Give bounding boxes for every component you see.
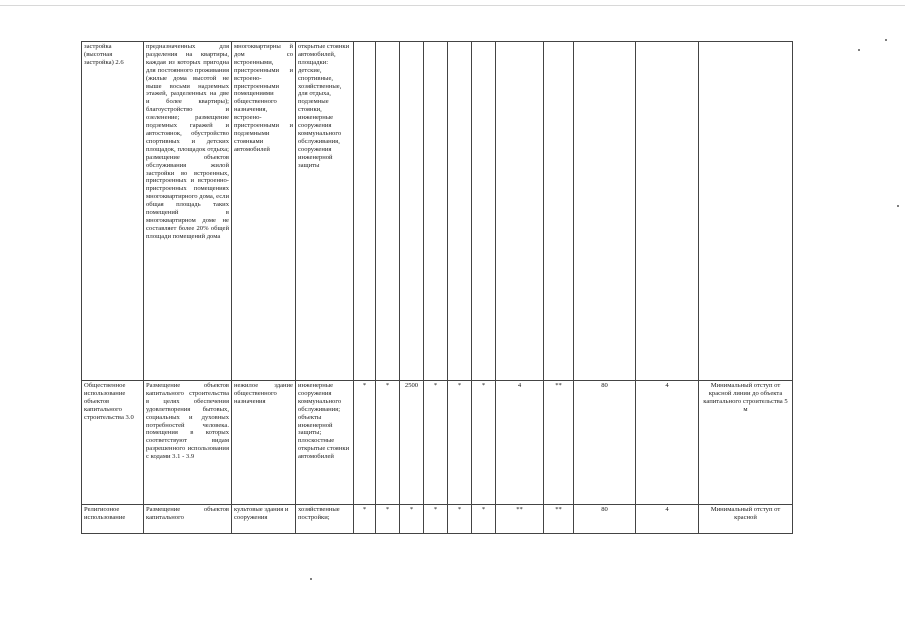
use-description-cell: Размещение объектов капитального строительства в целях обеспечения удовлетворения бытовых, социальных и духовных потребностей человека. помещения в которых соответствуют видам разрешенного использования с кодами 3.1 - 3.9 (144, 381, 232, 505)
use-description-cell: предназначенных для разделения на квартиры, каждая из которых пригодна для постоянного проживания (жилые дома высотой не выше восьми надземных этажей, разделенных на две и более квартиры); благоустройство и озеленение; размещение подземных гаражей и автостоянок, обустройство спортивных и детских площадок, площадок отдыха; размещение объектов обслуживания жилой застройки во встроенных, пристроенных и встроенно-пристроенных помещениях многоквартирного дома, если общая площадь таких помещений в многоквартирном доме не составляет более 20% общей площади помещений дома (144, 42, 232, 381)
param-cell: * (424, 505, 448, 534)
param-cell: 80 (574, 505, 636, 534)
param-cell: 80 (574, 381, 636, 505)
scan-speck (858, 49, 860, 51)
use-type-cell: Религиозное использование (82, 505, 144, 534)
param-cell: * (448, 505, 472, 534)
scan-speck (885, 39, 887, 41)
param-cell: * (472, 505, 496, 534)
param-cell (574, 42, 636, 381)
use-type-cell: Общественное использование объектов капитального строительства 3.0 (82, 381, 144, 505)
param-cell: * (472, 381, 496, 505)
note-cell: Минимальный отступ от красной (699, 505, 793, 534)
auxiliary-buildings-cell: хозяйственные постройки; (296, 505, 354, 534)
param-cell: * (448, 381, 472, 505)
param-cell (354, 42, 376, 381)
param-cell: * (376, 381, 400, 505)
main-buildings-cell: культовые здания и сооружения (232, 505, 296, 534)
param-cell (424, 42, 448, 381)
main-buildings-cell: многоквартирны й дом со встроенными, пристроенными и встроено-пристроенными помещениями общественного назначения, встроено-пристроенными и подземными стоянками автомобилей (232, 42, 296, 381)
param-cell (472, 42, 496, 381)
param-cell: * (354, 381, 376, 505)
note-cell (699, 42, 793, 381)
param-cell: * (400, 505, 424, 534)
param-cell: 2500 (400, 381, 424, 505)
param-cell (636, 42, 699, 381)
param-cell: * (376, 505, 400, 534)
param-cell: * (354, 505, 376, 534)
param-cell (448, 42, 472, 381)
param-cell: 4 (636, 381, 699, 505)
scan-speck (897, 205, 899, 207)
table-row (82, 505, 793, 534)
main-buildings-cell: нежилое здание общественного назначения (232, 381, 296, 505)
param-cell (544, 42, 574, 381)
param-cell (496, 42, 544, 381)
zoning-regulations-table (81, 41, 793, 534)
param-cell: 4 (636, 505, 699, 534)
note-cell: Минимальный отступ от красной линии до объекта капитального строительства 5 м (699, 381, 793, 505)
table-row (82, 381, 793, 505)
param-cell (376, 42, 400, 381)
param-cell: 4 (496, 381, 544, 505)
param-cell (400, 42, 424, 381)
param-cell: ** (544, 381, 574, 505)
param-cell: * (424, 381, 448, 505)
auxiliary-buildings-cell: открытые стоянки автомобилей, площадки: детские, спортивные, хозяйственные, для отдыха, подземные стоянки, инженерные сооружения коммунального обслуживания, сооружения инженерной защиты (296, 42, 354, 381)
table-row (82, 42, 793, 381)
param-cell: ** (496, 505, 544, 534)
page-top-edge (0, 5, 905, 6)
use-type-cell: застройка (высотная застройка) 2.6 (82, 42, 144, 381)
param-cell: ** (544, 505, 574, 534)
use-description-cell: Размещение объектов капитального (144, 505, 232, 534)
scan-speck (310, 578, 312, 580)
auxiliary-buildings-cell: инженерные сооружения коммунального обслуживания; объекты инженерной защиты; плоскостные открытые стоянки автомобилей (296, 381, 354, 505)
